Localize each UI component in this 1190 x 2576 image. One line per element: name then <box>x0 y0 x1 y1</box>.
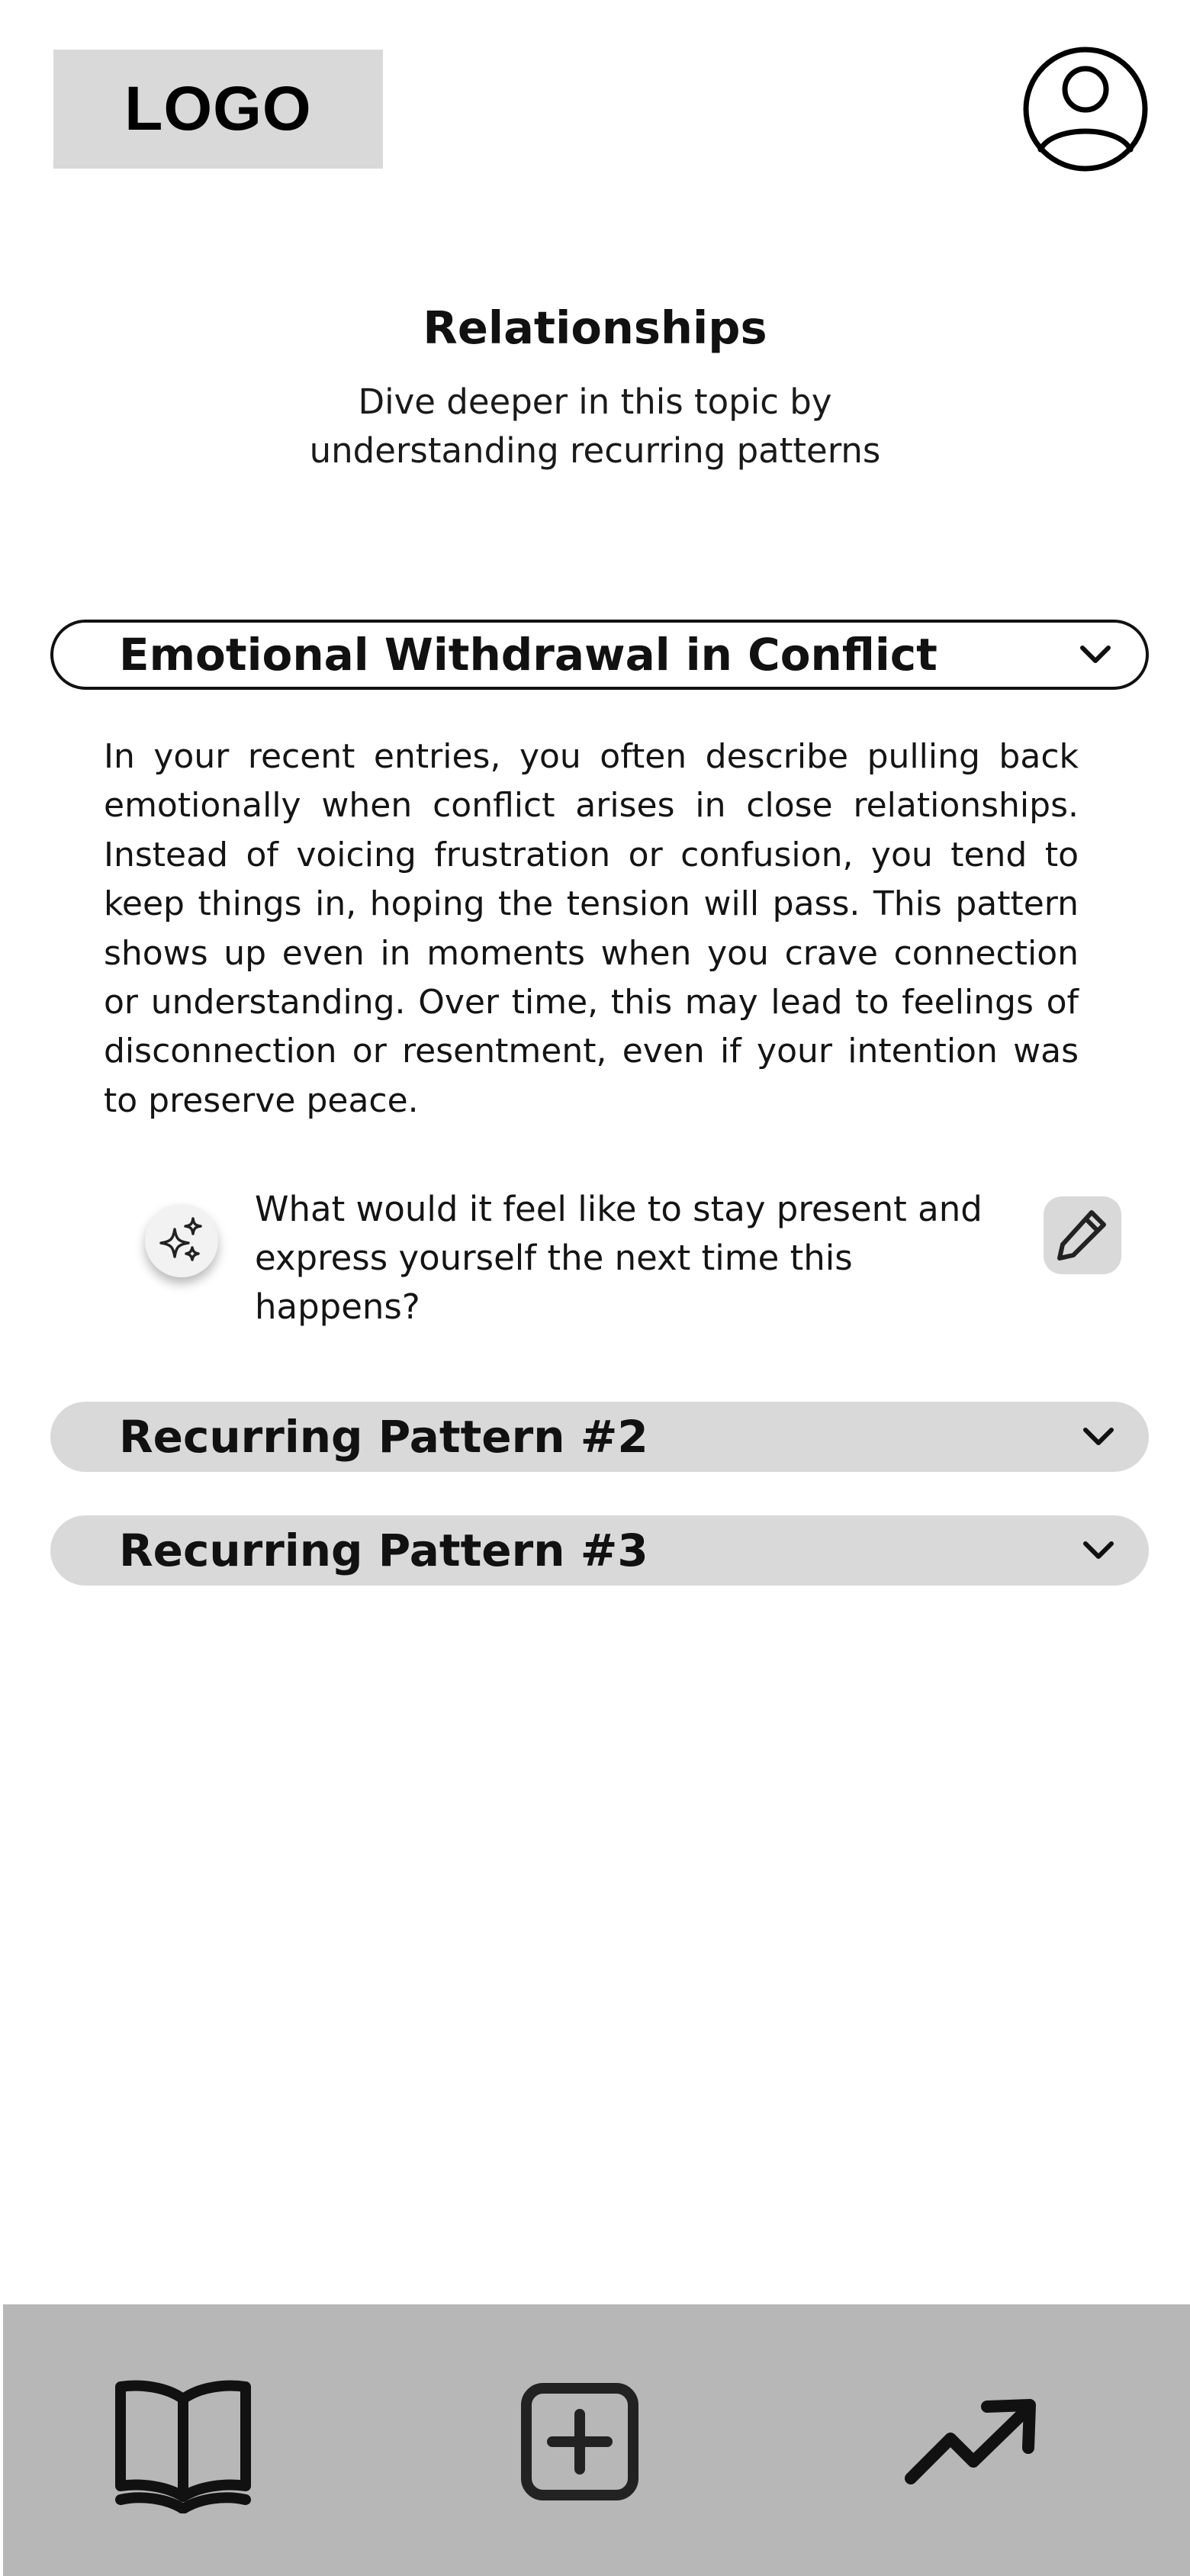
profile-avatar-button[interactable] <box>1022 46 1149 172</box>
add-square-icon <box>519 2381 641 2503</box>
chevron-down-icon <box>1082 1539 1115 1562</box>
pattern-1-description: In your recent entries, you often describe pulling back emotionally when conflict arises in close relationships. Instead of voicing frustration or confusion, you tend to keep things in, hoping the tension will pass. This pattern shows up even in moments when you crave connection or understanding. Over time, this may lead to feelings of disconnection or resentment, even if your intention was to preserve peace. <box>104 737 1079 1120</box>
pattern-2-accordion-header[interactable] <box>50 1402 1149 1472</box>
chevron-down-icon <box>1082 1425 1115 1448</box>
logo <box>53 50 383 169</box>
chevron-down-icon <box>1079 643 1112 666</box>
pattern-3-accordion-header[interactable] <box>50 1515 1149 1586</box>
open-book-icon <box>113 2372 253 2513</box>
sparkles-icon <box>155 1214 208 1267</box>
reflection-prompt: What would it feel like to stay present and express yourself the next time this happens? <box>255 1189 983 1327</box>
page-subtitle: Dive deeper in this topic by understanding recurring patterns <box>309 382 881 471</box>
pattern-1-accordion-header[interactable] <box>50 620 1149 690</box>
nav-add-entry-button[interactable] <box>519 2381 641 2503</box>
user-circle-icon <box>1022 46 1149 172</box>
nav-insights-button[interactable] <box>903 2396 1040 2492</box>
nav-journal-button[interactable] <box>113 2372 253 2513</box>
pattern-2-title: Recurring Pattern #2 <box>119 1411 648 1463</box>
write-reflection-button[interactable] <box>1044 1196 1121 1274</box>
bottom-nav-bar <box>3 2304 1190 2576</box>
pattern-1-title: Emotional Withdrawal in Conflict <box>119 629 938 681</box>
trending-up-icon <box>903 2396 1040 2492</box>
page-title: Relationships <box>423 301 767 354</box>
pencil-icon <box>1052 1205 1113 1266</box>
ai-suggestion-button[interactable] <box>145 1204 218 1277</box>
logo-text: LOGO <box>124 74 312 143</box>
pattern-3-title: Recurring Pattern #3 <box>119 1525 648 1576</box>
